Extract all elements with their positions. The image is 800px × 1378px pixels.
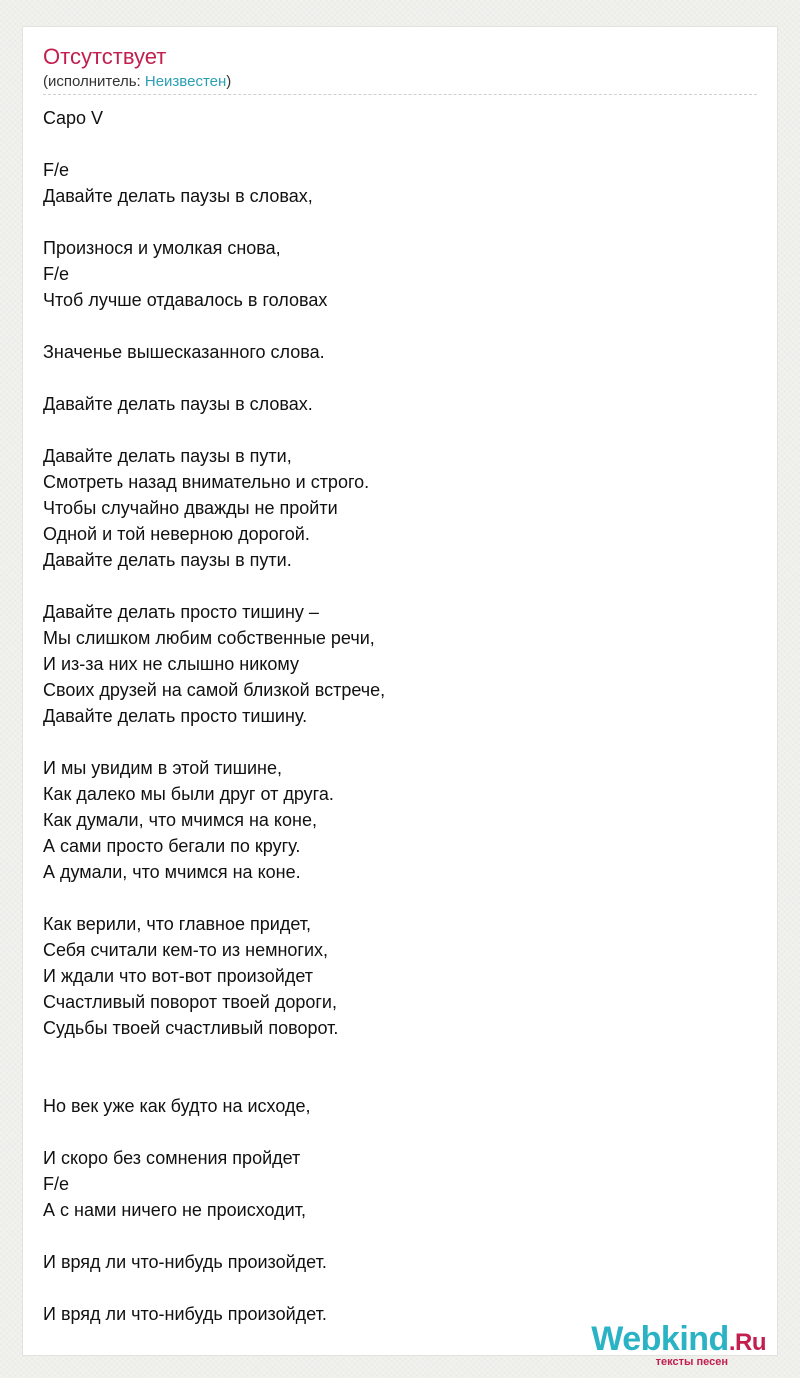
webkind-logo <box>591 1322 766 1360</box>
lyrics-text: Capo V F/e Давайте делать паузы в словах, Произнося и умолкая снова, F/e Чтоб лучше отдавалось в головах Значенье вышесказанного слова. Давайте делать паузы в словах. Давайте делать паузы в пути, Смотреть назад внимательно и строго. Чтобы случайно дважды не пройти Одной и той неверною дорогой. Давайте делать паузы в пути. Давайте делать просто тишину – Мы слишком любим собственные речи, И из-за них не слышно никому Своих друзей на самой близкой встрече, Давайте делать просто тишину. И мы увидим в этой тишине, Как далеко мы были друг от друга. Как думали, что мчимся на коне, А сами просто бегали по кругу. А думали, что мчимся на коне. Как верили, что главное придет, Себя считали кем-то из немногих, И ждали что вот-вот произойдет Счастливый поворот твоей дороги, Судьбы твоей счастливый поворот. Но век уже как будто на исходе, И скоро без сомнения пройдет F/e А с нами ничего не происходит, И вряд ли что-нибудь произойдет. И вряд ли что-нибудь произойдет. <box>43 108 386 1324</box>
artist-link[interactable]: Неизвестен <box>144 73 227 90</box>
artist-line <box>43 73 231 91</box>
artist-prefix: (исполнитель: <box>43 73 145 90</box>
webkind-watermark <box>591 1322 766 1368</box>
lyrics-card <box>22 26 778 1356</box>
artist-suffix: ) <box>226 73 232 90</box>
logo-tagline: тексты песен <box>655 1356 728 1368</box>
dashed-divider <box>43 94 757 95</box>
logo-tld: .Ru <box>728 1329 766 1356</box>
logo-brand: Webkind <box>591 1320 729 1358</box>
song-title: Отсутствует <box>43 44 167 69</box>
